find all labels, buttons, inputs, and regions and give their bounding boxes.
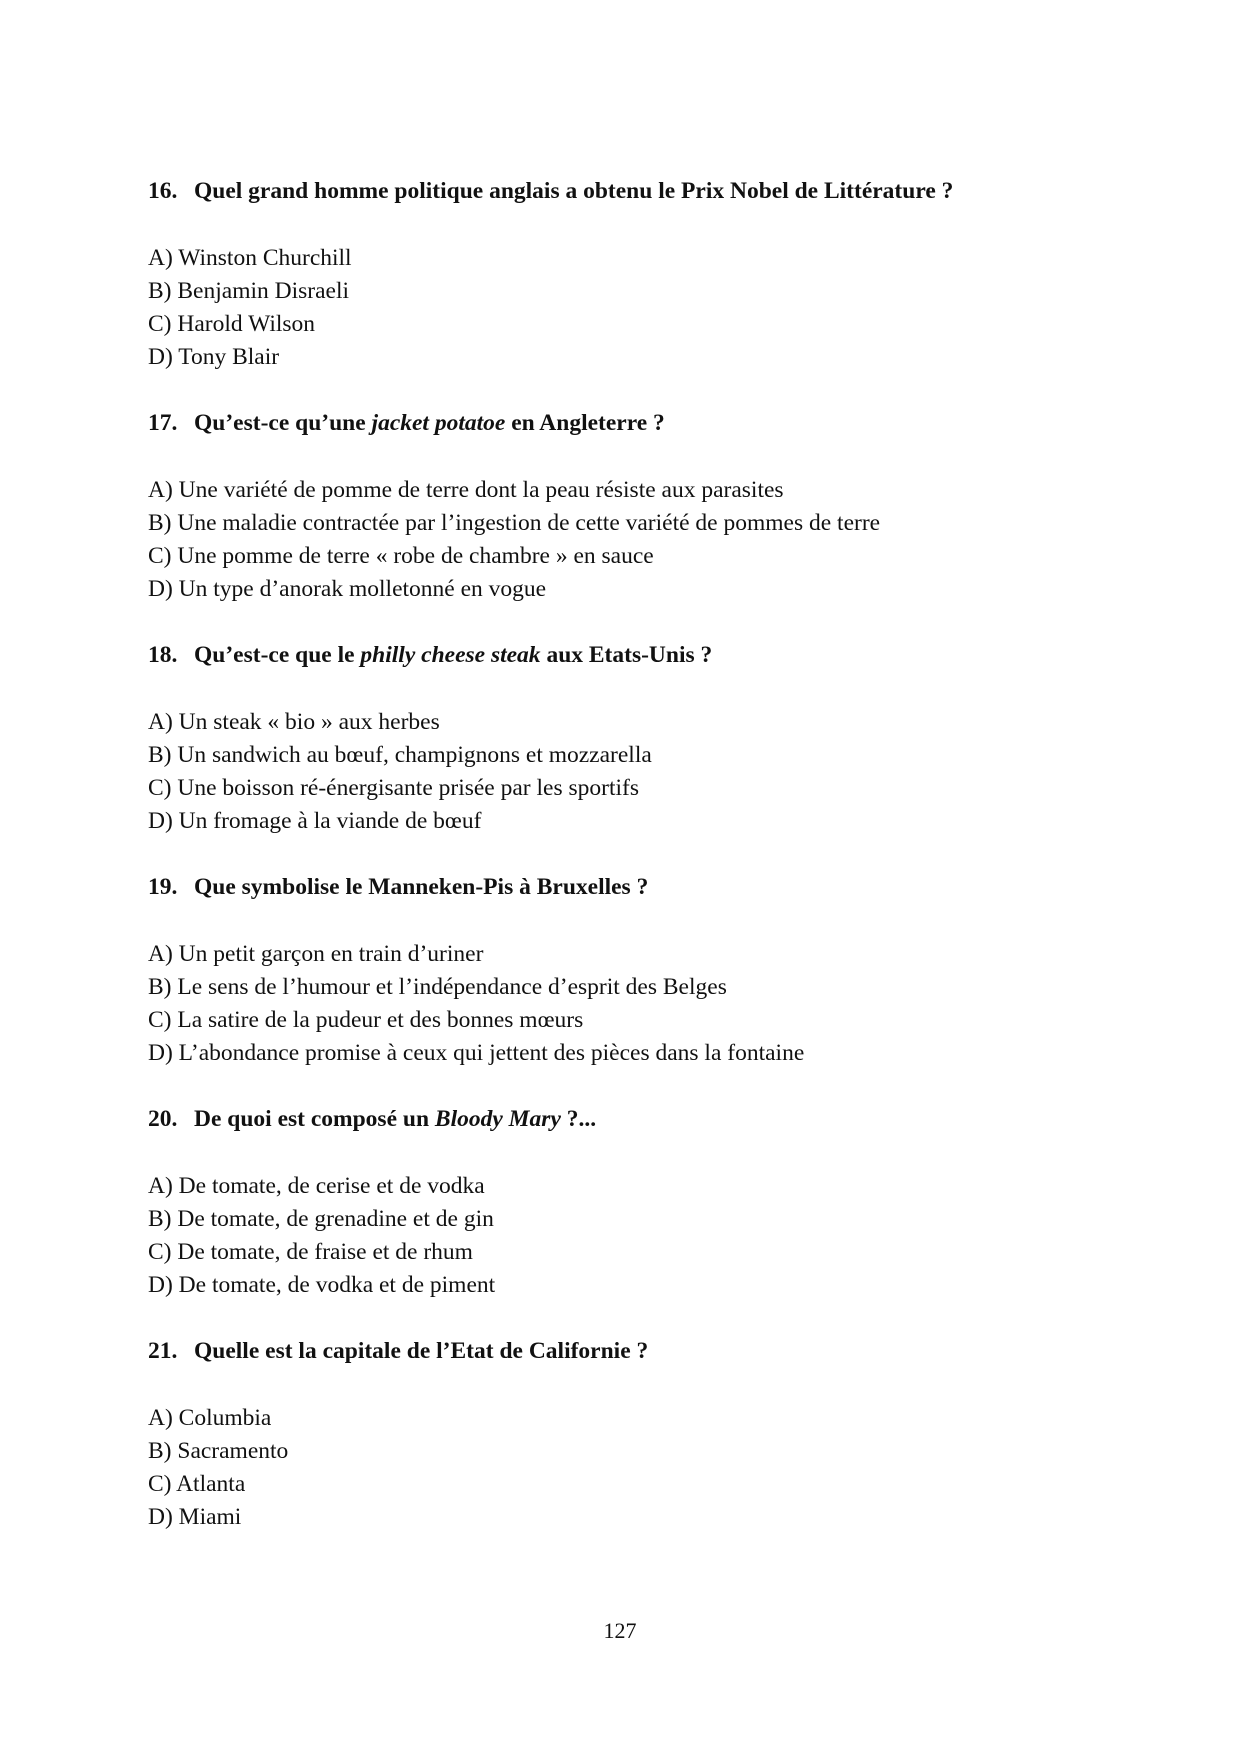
question-text: aux Etats-Unis ? [540, 642, 713, 668]
question-17 [148, 408, 1108, 606]
question-title [148, 1104, 1108, 1134]
question-text-italic: jacket potatoe [371, 410, 506, 436]
answer-option-b: B) De tomate, de grenadine et de gin [148, 1206, 494, 1232]
question-text: ?... [560, 1106, 597, 1132]
question-19 [148, 872, 1108, 1070]
answer-option-c: C) Une pomme de terre « robe de chambre » en sauce [148, 543, 654, 569]
answer-option-a: A) Un steak « bio » aux herbes [148, 709, 440, 735]
answer-option-a: A) De tomate, de cerise et de vodka [148, 1173, 485, 1199]
question-number: 16. [148, 178, 178, 204]
question-number: 19. [148, 874, 178, 900]
question-16 [148, 176, 1108, 374]
answer-option-c: C) Atlanta [148, 1471, 246, 1497]
answer-option-a: A) Winston Churchill [148, 245, 352, 271]
answer-option-c: C) Une boisson ré-énergisante prisée par les sportifs [148, 775, 639, 801]
answer-options [148, 242, 1108, 374]
question-number: 17. [148, 410, 178, 436]
answer-option-b: B) Sacramento [148, 1438, 289, 1464]
question-text: Quelle est la capitale de l’Etat de Californie ? [194, 1338, 649, 1364]
answer-option-b: B) Benjamin Disraeli [148, 278, 350, 304]
answer-option-a: A) Un petit garçon en train d’uriner [148, 941, 484, 967]
question-text: Qu’est-ce que le [194, 642, 361, 668]
question-text: Qu’est-ce qu’une [194, 410, 372, 436]
question-title [148, 408, 1108, 438]
answer-option-d: D) De tomate, de vodka et de piment [148, 1272, 496, 1298]
question-text: De quoi est composé un [194, 1106, 435, 1132]
question-text: Quel grand homme politique anglais a obtenu le Prix Nobel de Littérature ? [194, 178, 954, 204]
answer-option-c: C) La satire de la pudeur et des bonnes mœurs [148, 1007, 584, 1033]
question-title [148, 872, 1108, 902]
question-18 [148, 640, 1108, 838]
question-text-italic: Bloody Mary [434, 1106, 561, 1132]
answer-option-a: A) Une variété de pomme de terre dont la peau résiste aux parasites [148, 477, 784, 503]
answer-options [148, 938, 1108, 1070]
question-21 [148, 1336, 1108, 1534]
answer-option-b: B) Une maladie contractée par l’ingestion de cette variété de pommes de terre [148, 510, 881, 536]
page-number: 127 [603, 1618, 637, 1643]
answer-option-b: B) Le sens de l’humour et l’indépendance d’esprit des Belges [148, 974, 727, 1000]
answer-options [148, 706, 1108, 838]
answer-option-d: D) L’abondance promise à ceux qui jettent des pièces dans la fontaine [148, 1040, 805, 1066]
question-text: Que symbolise le Manneken-Pis à Bruxelles ? [194, 874, 649, 900]
question-title [148, 1336, 1108, 1366]
answer-option-d: D) Un type d’anorak molletonné en vogue [148, 576, 547, 602]
answer-option-c: C) Harold Wilson [148, 311, 316, 337]
answer-option-d: D) Miami [148, 1504, 242, 1530]
answer-options [148, 1402, 1108, 1534]
answer-option-b: B) Un sandwich au bœuf, champignons et mozzarella [148, 742, 652, 768]
question-number: 20. [148, 1106, 178, 1132]
question-number: 21. [148, 1338, 178, 1364]
answer-option-c: C) De tomate, de fraise et de rhum [148, 1239, 473, 1265]
question-20 [148, 1104, 1108, 1302]
question-title [148, 176, 1108, 206]
answer-options [148, 474, 1108, 606]
question-text: en Angleterre ? [505, 410, 665, 436]
answer-options [148, 1170, 1108, 1302]
question-text-italic: philly cheese steak [360, 642, 541, 668]
answer-option-d: D) Tony Blair [148, 344, 280, 370]
question-title [148, 640, 1108, 670]
question-number: 18. [148, 642, 178, 668]
answer-option-d: D) Un fromage à la viande de bœuf [148, 808, 482, 834]
answer-option-a: A) Columbia [148, 1405, 272, 1431]
